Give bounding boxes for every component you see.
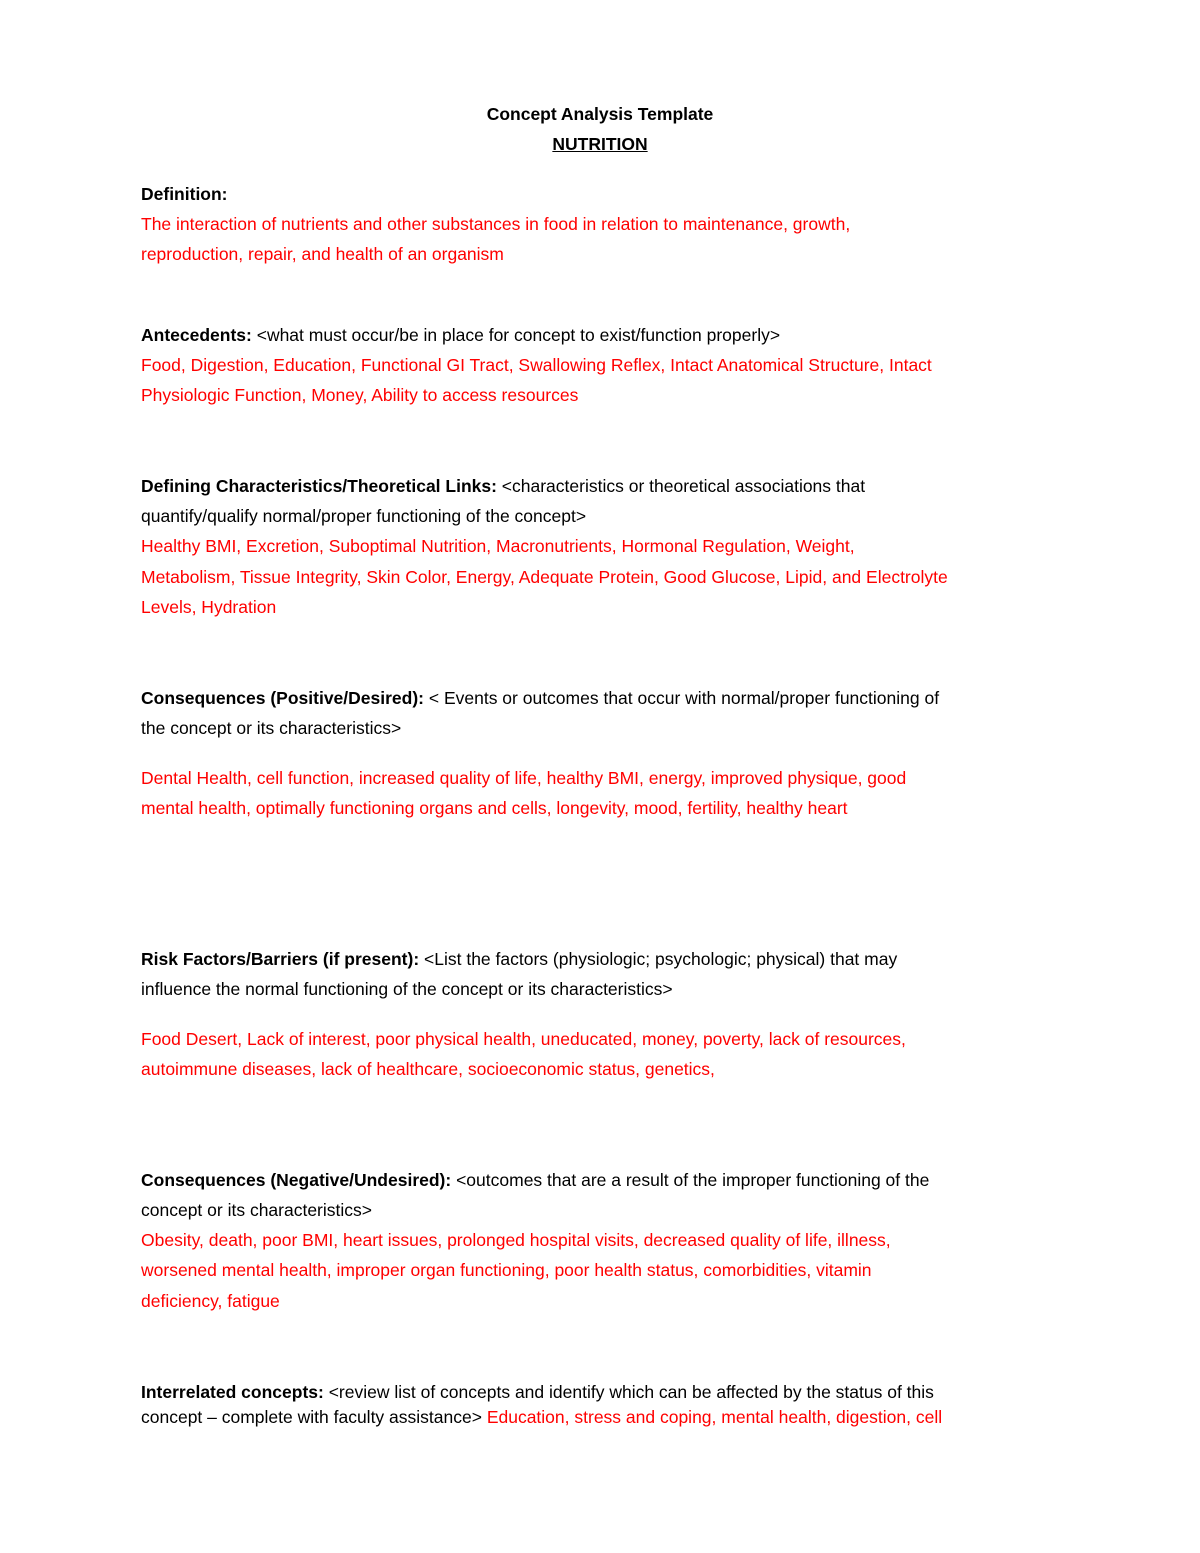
consequences-negative-answer-line: deficiency, fatigue: [141, 1291, 280, 1311]
consequences-negative-heading: [141, 1169, 929, 1191]
consequences-positive-prompt: < Events or outcomes that occur with normal/proper functioning of: [424, 688, 940, 708]
document-subtitle: NUTRITION: [552, 134, 648, 154]
consequences-negative-prompt-continued: concept or its characteristics>: [141, 1200, 372, 1220]
defining-characteristics-prompt: <characteristics or theoretical associations that: [496, 476, 866, 496]
defining-characteristics-heading: [141, 475, 865, 497]
antecedents-prompt: <what must occur/be in place for concept to exist/function properly>: [251, 325, 781, 345]
defining-characteristics-answer-line: Metabolism, Tissue Integrity, Skin Color, Energy, Adequate Protein, Good Glucose, Lipid, and Electrolyte: [141, 567, 948, 587]
consequences-positive-label: Consequences (Positive/Desired):: [141, 688, 424, 708]
risk-factors-answer-line: Food Desert, Lack of interest, poor physical health, uneducated, money, poverty, lack of resources,: [141, 1029, 906, 1049]
interrelated-label: Interrelated concepts:: [141, 1382, 324, 1402]
antecedents-answer-line: Physiologic Function, Money, Ability to access resources: [141, 385, 579, 405]
antecedents-heading: [141, 324, 780, 346]
defining-characteristics-answer-line: Healthy BMI, Excretion, Suboptimal Nutrition, Macronutrients, Hormonal Regulation, Weight,: [141, 536, 855, 556]
definition-label: Definition:: [141, 184, 228, 204]
definition-answer-line: The interaction of nutrients and other substances in food in relation to maintenance, growth,: [141, 214, 851, 234]
defining-characteristics-label: Defining Characteristics/Theoretical Links:: [141, 476, 497, 496]
consequences-negative-prompt: <outcomes that are a result of the improper functioning of the: [451, 1170, 930, 1190]
interrelated-prompt: <review list of concepts and identify which can be affected by the status of this: [323, 1382, 934, 1402]
consequences-positive-answer-line: Dental Health, cell function, increased quality of life, healthy BMI, energy, improved physique, good: [141, 768, 907, 788]
consequences-negative-answer-line: worsened mental health, improper organ functioning, poor health status, comorbidities, vitamin: [141, 1260, 872, 1280]
interrelated-answer: Education, stress and coping, mental health, digestion, cell: [481, 1407, 943, 1427]
risk-factors-heading: [141, 948, 897, 970]
interrelated-prompt-continued: concept – complete with faculty assistance>: [141, 1407, 482, 1427]
risk-factors-prompt: <List the factors (physiologic; psychologic; physical) that may: [419, 949, 898, 969]
consequences-negative-label: Consequences (Negative/Undesired):: [141, 1170, 452, 1190]
consequences-negative-answer-line: Obesity, death, poor BMI, heart issues, prolonged hospital visits, decreased quality of life, illness,: [141, 1230, 891, 1250]
interrelated-heading: [141, 1381, 934, 1403]
consequences-positive-heading: [141, 687, 939, 709]
risk-factors-label: Risk Factors/Barriers (if present):: [141, 949, 420, 969]
antecedents-label: Antecedents:: [141, 325, 252, 345]
definition-answer-line: reproduction, repair, and health of an organism: [141, 244, 504, 264]
consequences-positive-prompt-continued: the concept or its characteristics>: [141, 718, 402, 738]
consequences-positive-answer-line: mental health, optimally functioning organs and cells, longevity, mood, fertility, healthy heart: [141, 798, 848, 818]
risk-factors-answer-line: autoimmune diseases, lack of healthcare, socioeconomic status, genetics,: [141, 1059, 715, 1079]
risk-factors-prompt-continued: influence the normal functioning of the concept or its characteristics>: [141, 979, 673, 999]
antecedents-answer-line: Food, Digestion, Education, Functional GI Tract, Swallowing Reflex, Intact Anatomical Structure, Intact: [141, 355, 932, 375]
defining-characteristics-answer-line: Levels, Hydration: [141, 597, 277, 617]
interrelated-second-line: [141, 1406, 942, 1428]
document-title: Concept Analysis Template: [486, 104, 714, 124]
defining-characteristics-prompt-continued: quantify/qualify normal/proper functioning of the concept>: [141, 506, 587, 526]
